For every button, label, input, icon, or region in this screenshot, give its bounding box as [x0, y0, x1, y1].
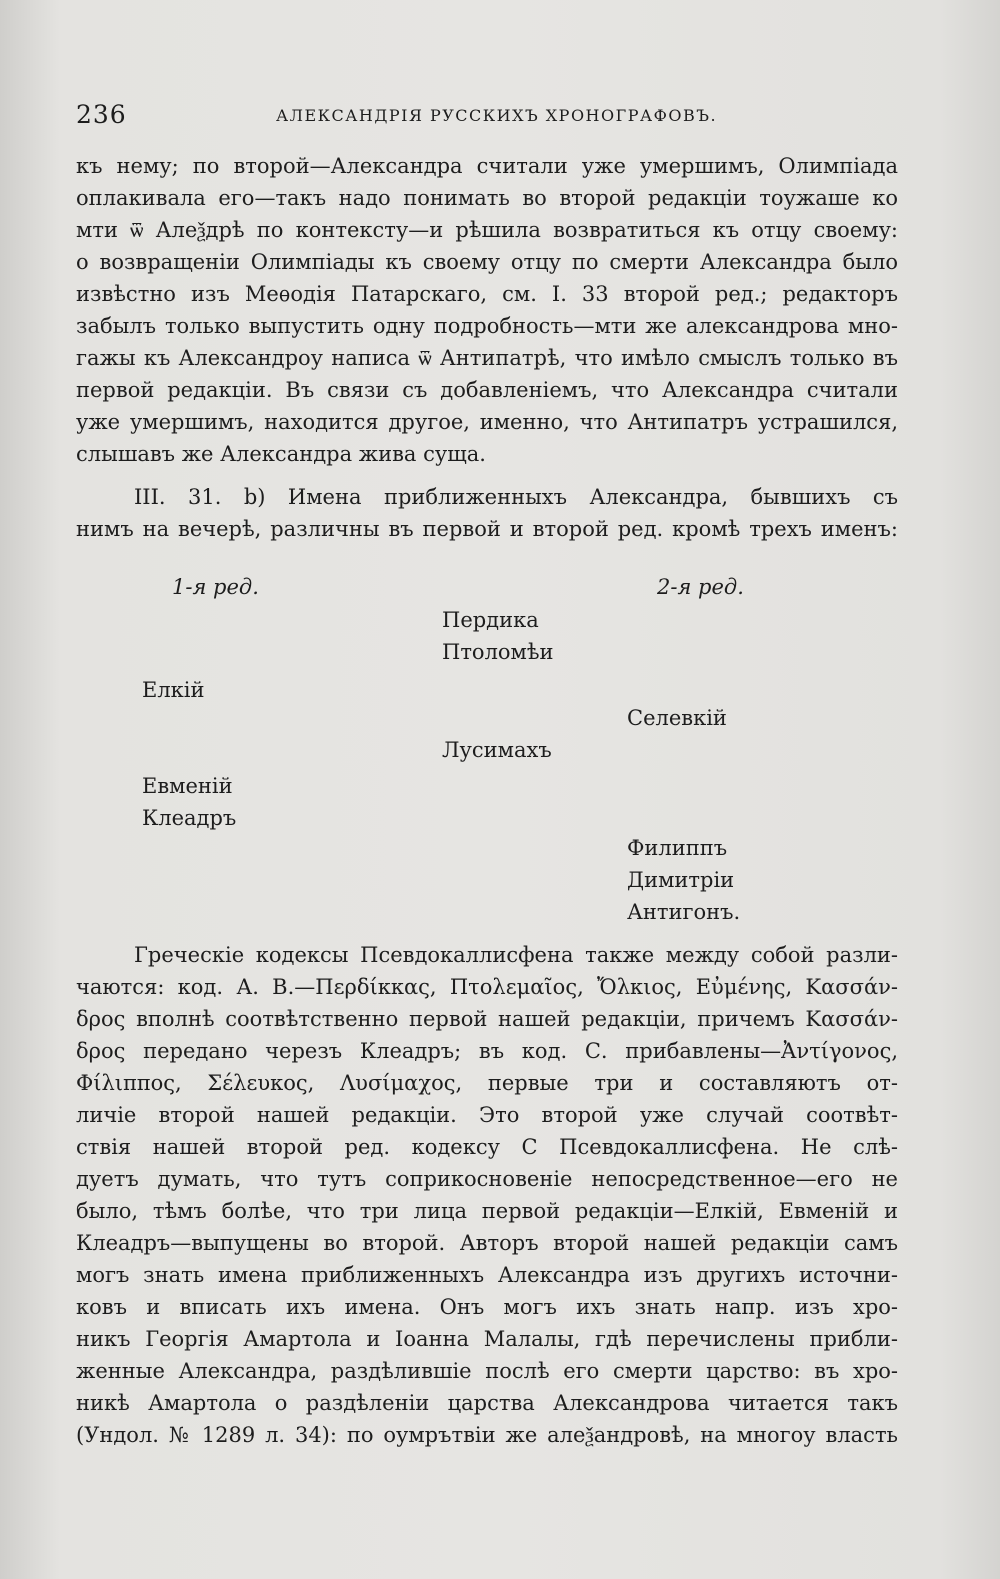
name-entry: Пердика [442, 608, 539, 632]
name-entry: Елкій [142, 678, 205, 702]
text-line: Клеадръ—выпущены во второй. Авторъ второй нашей редакціи самъ [76, 1231, 898, 1255]
text-line: дуетъ думать, что тутъ соприкосновеніе непосредственное—его не [76, 1167, 898, 1191]
text-line: о возвращеніи Олимпіады къ своему отцу по смерти Александра было [76, 250, 898, 274]
column-head-first-redaction: 1-я ред. [172, 575, 259, 599]
text-line: нимъ на вечерѣ, различны въ первой и второй ред. кромѣ трехъ именъ: [76, 517, 898, 541]
name-entry: Димитріи [627, 868, 735, 892]
page-number: 236 [76, 100, 127, 129]
text-line: чаются: код. А. В.—Περδίκκας, Πτολεμαῖος, Ὄλκιος, Εὐμένης, Κασσάν- [76, 975, 898, 999]
name-entry: Евменій [142, 774, 233, 798]
text-line: мти ѿ Алеѯдрѣ по контексту—и рѣшила возвратиться къ отцу своему: [76, 218, 898, 242]
text-line: гажы къ Александроу написа ѿ Антипатрѣ, что имѣло смыслъ только въ [76, 346, 898, 370]
text-line: δρος передано черезъ Клеадръ; въ код. С. прибавлены—Ἀντίγονος, [76, 1039, 898, 1063]
name-entry: Селевкій [627, 706, 727, 730]
name-entry: Птоломѣи [442, 640, 554, 664]
text-line: первой редакціи. Въ связи съ добавленіемъ, что Александра считали [76, 378, 898, 402]
text-line: могъ знать имена приближенныхъ Александра изъ другихъ источни- [76, 1263, 898, 1287]
column-head-second-redaction: 2-я ред. [657, 575, 744, 599]
text-line: никѣ Амартола о раздѣленіи царства Александрова читается такъ [76, 1391, 898, 1415]
text-line: (Ундол. № 1289 л. 34): по оумрътвіи же алеѯандровѣ, на многоу власть [76, 1423, 898, 1447]
text-line: уже умершимъ, находится другое, именно, что Антипатръ устрашился, [76, 410, 898, 434]
name-entry: Лусимахъ [442, 738, 552, 762]
text-line: оплакивала его—такъ надо понимать во второй редакціи тоужаше ко [76, 186, 898, 210]
name-entry: Филиппъ [627, 836, 728, 860]
paragraph-3 [76, 939, 898, 1451]
name-entry: Антигонъ. [627, 900, 741, 924]
name-entry: Клеадръ [142, 806, 237, 830]
text-line: III. 31. b) Имена приближенныхъ Александра, бывшихъ съ [134, 485, 898, 509]
text-line: личіе второй нашей редакціи. Это второй уже случай соотвѣт- [76, 1103, 898, 1127]
text-line: къ нему; по второй—Александра считали уже умершимъ, Олимпіада [76, 154, 898, 178]
text-line: никъ Георгія Амартола и Іоанна Малалы, гдѣ перечислены прибли- [76, 1327, 898, 1351]
text-line: извѣстно изъ Меѳодія Патарскаго, см. І. 33 второй ред.; редакторъ [76, 282, 898, 306]
text-line: было, тѣмъ болѣе, что три лица первой редакціи—Елкій, Евменій и [76, 1199, 898, 1223]
text-line: Φίλιππος, Σέλευκος, Λυσίμαχος, первые три и составляютъ от- [76, 1071, 898, 1095]
text-line: Греческіе кодексы Псевдокаллисфена также между собой разли- [134, 943, 898, 967]
text-line: ствія нашей второй ред. кодексу С Псевдокаллисфена. Не слѣ- [76, 1135, 898, 1159]
text-line: δρος вполнѣ соотвѣтственно первой нашей редакціи, причемъ Κασσάν- [76, 1007, 898, 1031]
running-title: АЛЕКСАНДРІЯ РУССКИХЪ ХРОНОГРАФОВЪ. [276, 106, 718, 125]
text-line: ковъ и вписать ихъ имена. Онъ могъ ихъ знать напр. изъ хро- [76, 1295, 898, 1319]
text-line: забылъ только выпустить одну подробность—мти же александрова мно- [76, 314, 898, 338]
text-line: слышавъ же Александра жива суща. [76, 442, 486, 466]
text-line: женные Александра, раздѣлившіе послѣ его смерти царство: въ хро- [76, 1359, 898, 1383]
